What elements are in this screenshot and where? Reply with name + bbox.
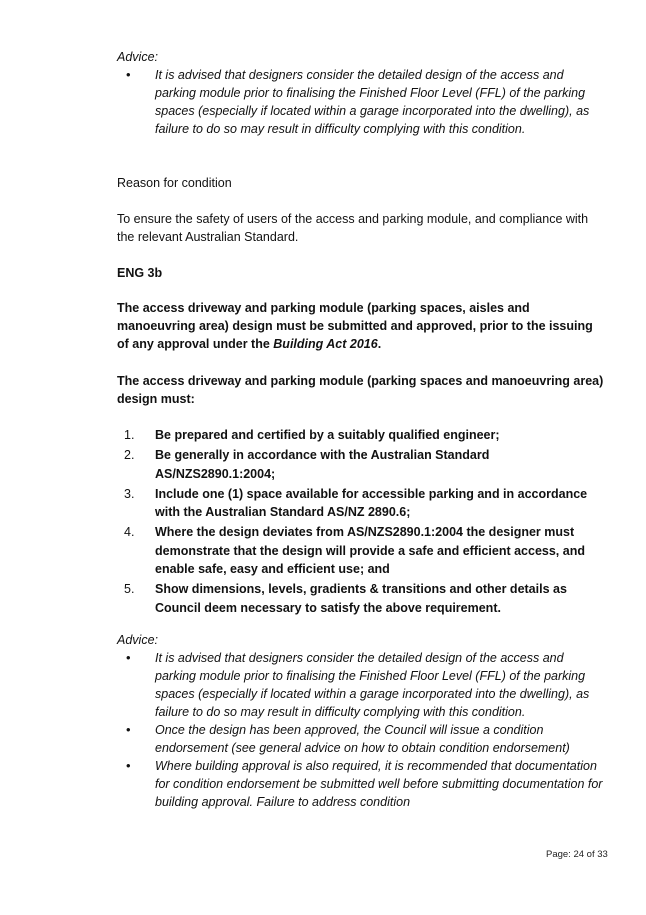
bullet-icon: • [126,650,131,665]
requirement-item [117,426,607,445]
requirement-number: 3. [124,486,135,501]
requirement-text: Show dimensions, levels, gradients & transitions and other details as Council deem necessary to satisfy the above requirement. [155,582,567,615]
requirement-item [117,580,607,617]
condition-text: The access driveway and parking module (parking spaces, aisles and manoeuvring area) design must be submitted and approved, prior to the issuing of any approval under the [117,301,593,351]
requirement-number: 5. [124,582,135,596]
advice-label: Advice: [117,633,158,647]
requirement-text: Be prepared and certified by a suitably qualified engineer; [155,428,500,442]
bullet-icon: • [126,758,131,773]
requirement-text: Where the design deviates from AS/NZS2890.1:2004 the designer must demonstrate that the design will provide a safe and efficient access, and enable safe, easy and efficient use; and [155,525,585,576]
reason-heading: Reason for condition [117,176,232,190]
advice-item [117,721,607,757]
requirement-number: 4. [124,525,135,539]
advice-text: Where building approval is also required, it is recommended that documentation for condition endorsement be submitted well before submitting documentation for building approval. Failure to address condition [155,759,603,809]
bullet-icon: • [126,67,131,82]
advice-list [117,649,607,811]
advice-label: Advice: [117,50,158,64]
condition-paragraph-1 [117,299,607,353]
advice-text: Once the design has been approved, the Council will issue a condition endorsement (see general advice on how to obtain condition endorsement) [155,723,570,755]
page-number: Page: 24 of 33 [546,849,608,860]
requirements-list [117,426,607,619]
condition-code: ENG 3b [117,266,163,280]
requirement-item [117,523,607,579]
advice-text: It is advised that designers consider the detailed design of the access and parking module prior to finalising the Finished Floor Level (FFL) of the parking spaces (especially if located within a garage incorporated into the dwelling), as failure to do so may result in difficulty complying with this condition. [155,651,590,719]
advice-item [117,757,607,811]
advice-list [117,66,607,138]
requirement-number: 2. [124,448,135,462]
requirement-text: Be generally in accordance with the Australian Standard AS/NZS2890.1:2004; [155,448,490,481]
reason-text: To ensure the safety of users of the access and parking module, and compliance with the relevant Australian Standard. [117,212,589,244]
condition-paragraph-2: The access driveway and parking module (parking spaces and manoeuvring area) design must: [117,374,604,406]
requirement-item [117,485,607,522]
act-name: Building Act 2016 [273,337,378,351]
advice-item [117,66,607,138]
requirement-text: Include one (1) space available for accessible parking and in accordance with the Australian Standard AS/NZ 2890.6; [155,486,588,519]
advice-item [117,649,607,721]
requirement-item [117,446,607,483]
requirement-number: 1. [124,428,135,442]
condition-text-end: . [377,337,382,351]
advice-text: It is advised that designers consider the detailed design of the access and parking module prior to finalising the Finished Floor Level (FFL) of the parking spaces (especially if located within a garage incorporated into the dwelling), as failure to do so may result in difficulty complying with this condition. [155,68,590,136]
bullet-icon: • [126,722,131,737]
